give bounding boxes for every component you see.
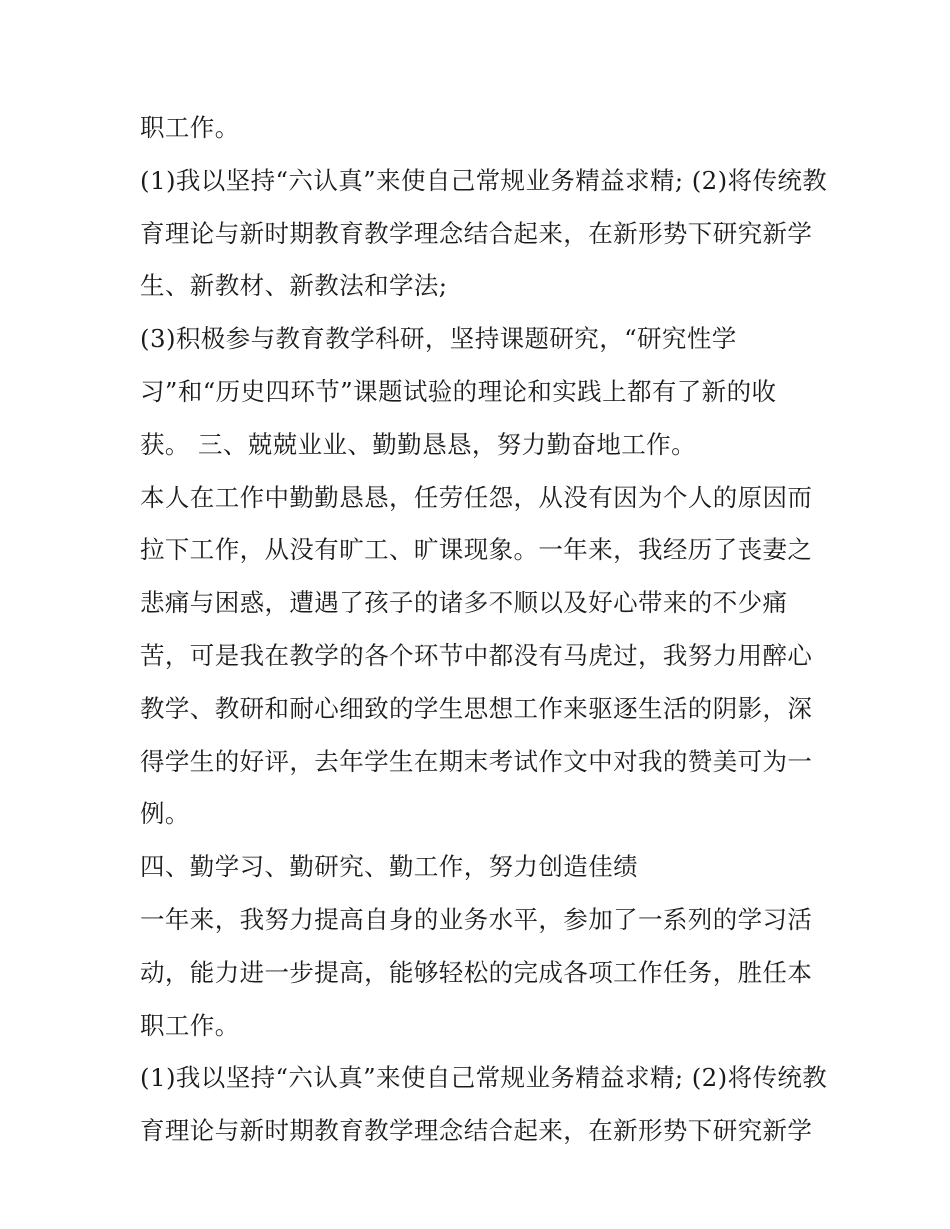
text-line: (1)我以坚持“六认真”来使自己常规业务精益求精; (2)将传统教 xyxy=(140,165,828,195)
text-line: 四、勤学习、勤研究、勤工作，努力创造佳绩 xyxy=(140,852,638,882)
text-line: 一年来，我努力提高自身的业务水平，参加了一系列的学习活 xyxy=(140,904,813,934)
text-line: 习”和“历史四环节”课题试验的理论和实践上都有了新的收 xyxy=(140,376,777,406)
text-line: 职工作。 xyxy=(140,1010,240,1040)
text-line: 例。 xyxy=(140,799,190,829)
text-line: 职工作。 xyxy=(140,113,240,142)
text-line: 苦，可是我在教学的各个环节中都没有马虎过，我努力用醉心 xyxy=(140,640,813,670)
text-line: 育理论与新时期教育教学理念结合起来，在新形势下研究新学 xyxy=(140,1116,813,1146)
text-line: 得学生的好评，去年学生在期末考试作文中对我的赞美可为一 xyxy=(140,746,813,776)
text-line: 拉下工作，从没有旷工、旷课现象。一年来，我经历了丧妻之 xyxy=(140,535,813,565)
document-body xyxy=(140,110,828,1166)
text-line: 育理论与新时期教育教学理念结合起来，在新形势下研究新学 xyxy=(140,218,813,248)
text-line: 教学、教研和耐心细致的学生思想工作来驱逐生活的阴影，深 xyxy=(140,693,813,723)
text-line: 动，能力进一步提高，能够轻松的完成各项工作任务，胜任本 xyxy=(140,957,813,987)
text-line: 生、新教材、新教法和学法; xyxy=(140,271,448,301)
text-line: 本人在工作中勤勤恳恳，任劳任怨，从没有因为个人的原因而 xyxy=(140,482,813,512)
text-line: 获。 三、兢兢业业、勤勤恳恳，努力勤奋地工作。 xyxy=(140,429,696,459)
text-line: 悲痛与困惑，遭遇了孩子的诸多不顺以及好心带来的不少痛 xyxy=(140,588,788,618)
text-line: (1)我以坚持“六认真”来使自己常规业务精益求精; (2)将传统教 xyxy=(140,1063,828,1093)
text-line: (3)积极参与教育教学科研，坚持课题研究，“研究性学 xyxy=(140,324,737,354)
